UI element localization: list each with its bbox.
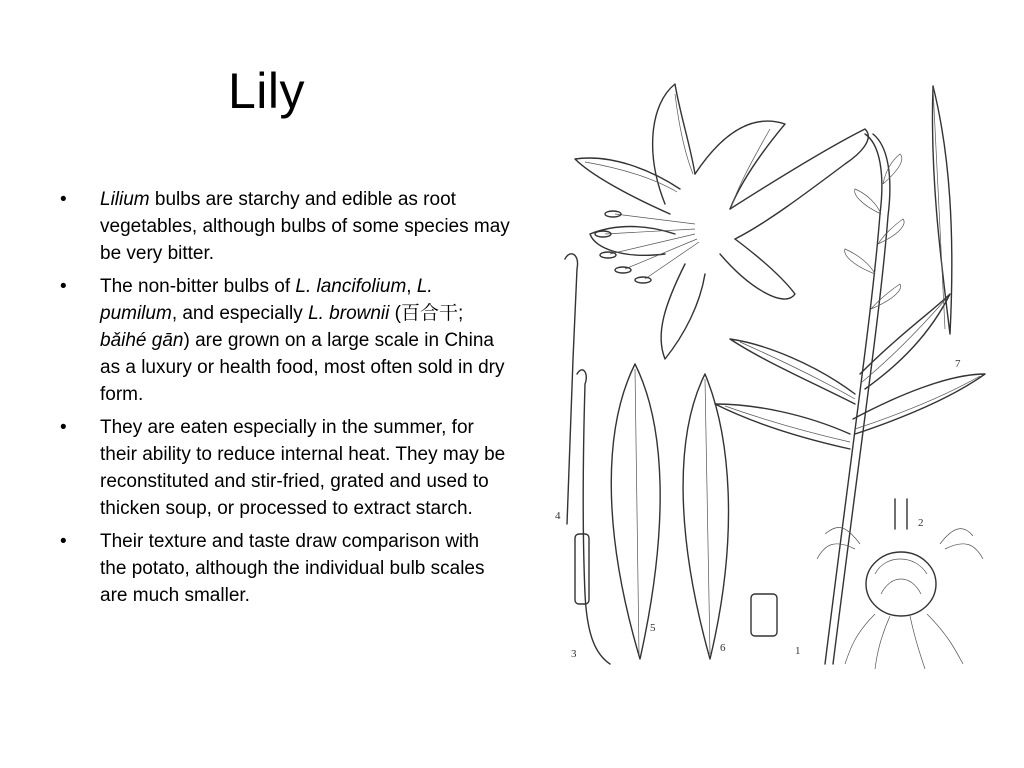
lily-flower — [575, 84, 868, 359]
bullet-marker: • — [60, 531, 67, 552]
figure-number-6: 6 — [720, 642, 726, 654]
bullet-marker: • — [60, 276, 67, 297]
figure-number-5: 5 — [650, 622, 656, 634]
bullet-italic-text: L. pumilum — [100, 276, 433, 324]
figure-number-7: 7 — [955, 358, 961, 370]
bullet-text: , — [406, 276, 417, 297]
bullet-text: ) are grown on a large scale in China as a luxury or health food, most often sold in dry form. — [100, 330, 505, 405]
bullet-item — [60, 414, 510, 522]
pistil-parts — [565, 254, 610, 664]
figure-number-3: 3 — [571, 648, 577, 660]
bullet-text: , and especially — [171, 303, 309, 324]
slide-title: Lily — [228, 63, 306, 119]
bullet-text: (百合干; — [389, 303, 464, 324]
lily-drawing — [555, 74, 1000, 674]
bullet-text: The non-bitter bulbs of — [100, 276, 296, 297]
lily-bulb — [817, 499, 983, 669]
bullet-italic-text: Lilium — [100, 189, 150, 210]
lily-botanical-illustration — [555, 74, 1000, 674]
bullet-text: Their texture and taste draw comparison with the potato, although the individual bulb scales are much smaller. — [100, 531, 485, 606]
bullet-list — [60, 186, 510, 615]
bullet-italic-text: L. brownii — [308, 303, 390, 324]
figure-number-1: 1 — [795, 645, 801, 657]
bullet-italic-text: L. lancifolium — [295, 276, 407, 297]
bullet-marker: • — [60, 417, 67, 438]
bullet-italic-text: bǎihé gān — [100, 330, 184, 351]
figure-number-2: 2 — [918, 517, 924, 529]
bullet-item — [60, 528, 510, 609]
bullet-text: They are eaten especially in the summer, for their ability to reduce internal heat. They may be reconstituted and stir-fried, grated and used to thicken soup, or processed to extract starch. — [100, 417, 506, 519]
bullet-text: bulbs are starchy and edible as root vegetables, although bulbs of some species may be very bitter. — [100, 189, 510, 264]
separate-leaves — [611, 364, 728, 659]
stem-section — [751, 594, 777, 636]
figure-number-4: 4 — [555, 510, 561, 522]
bullet-item — [60, 273, 510, 408]
bullet-marker: • — [60, 189, 67, 210]
lily-stem — [715, 86, 985, 664]
bullet-item — [60, 186, 510, 267]
